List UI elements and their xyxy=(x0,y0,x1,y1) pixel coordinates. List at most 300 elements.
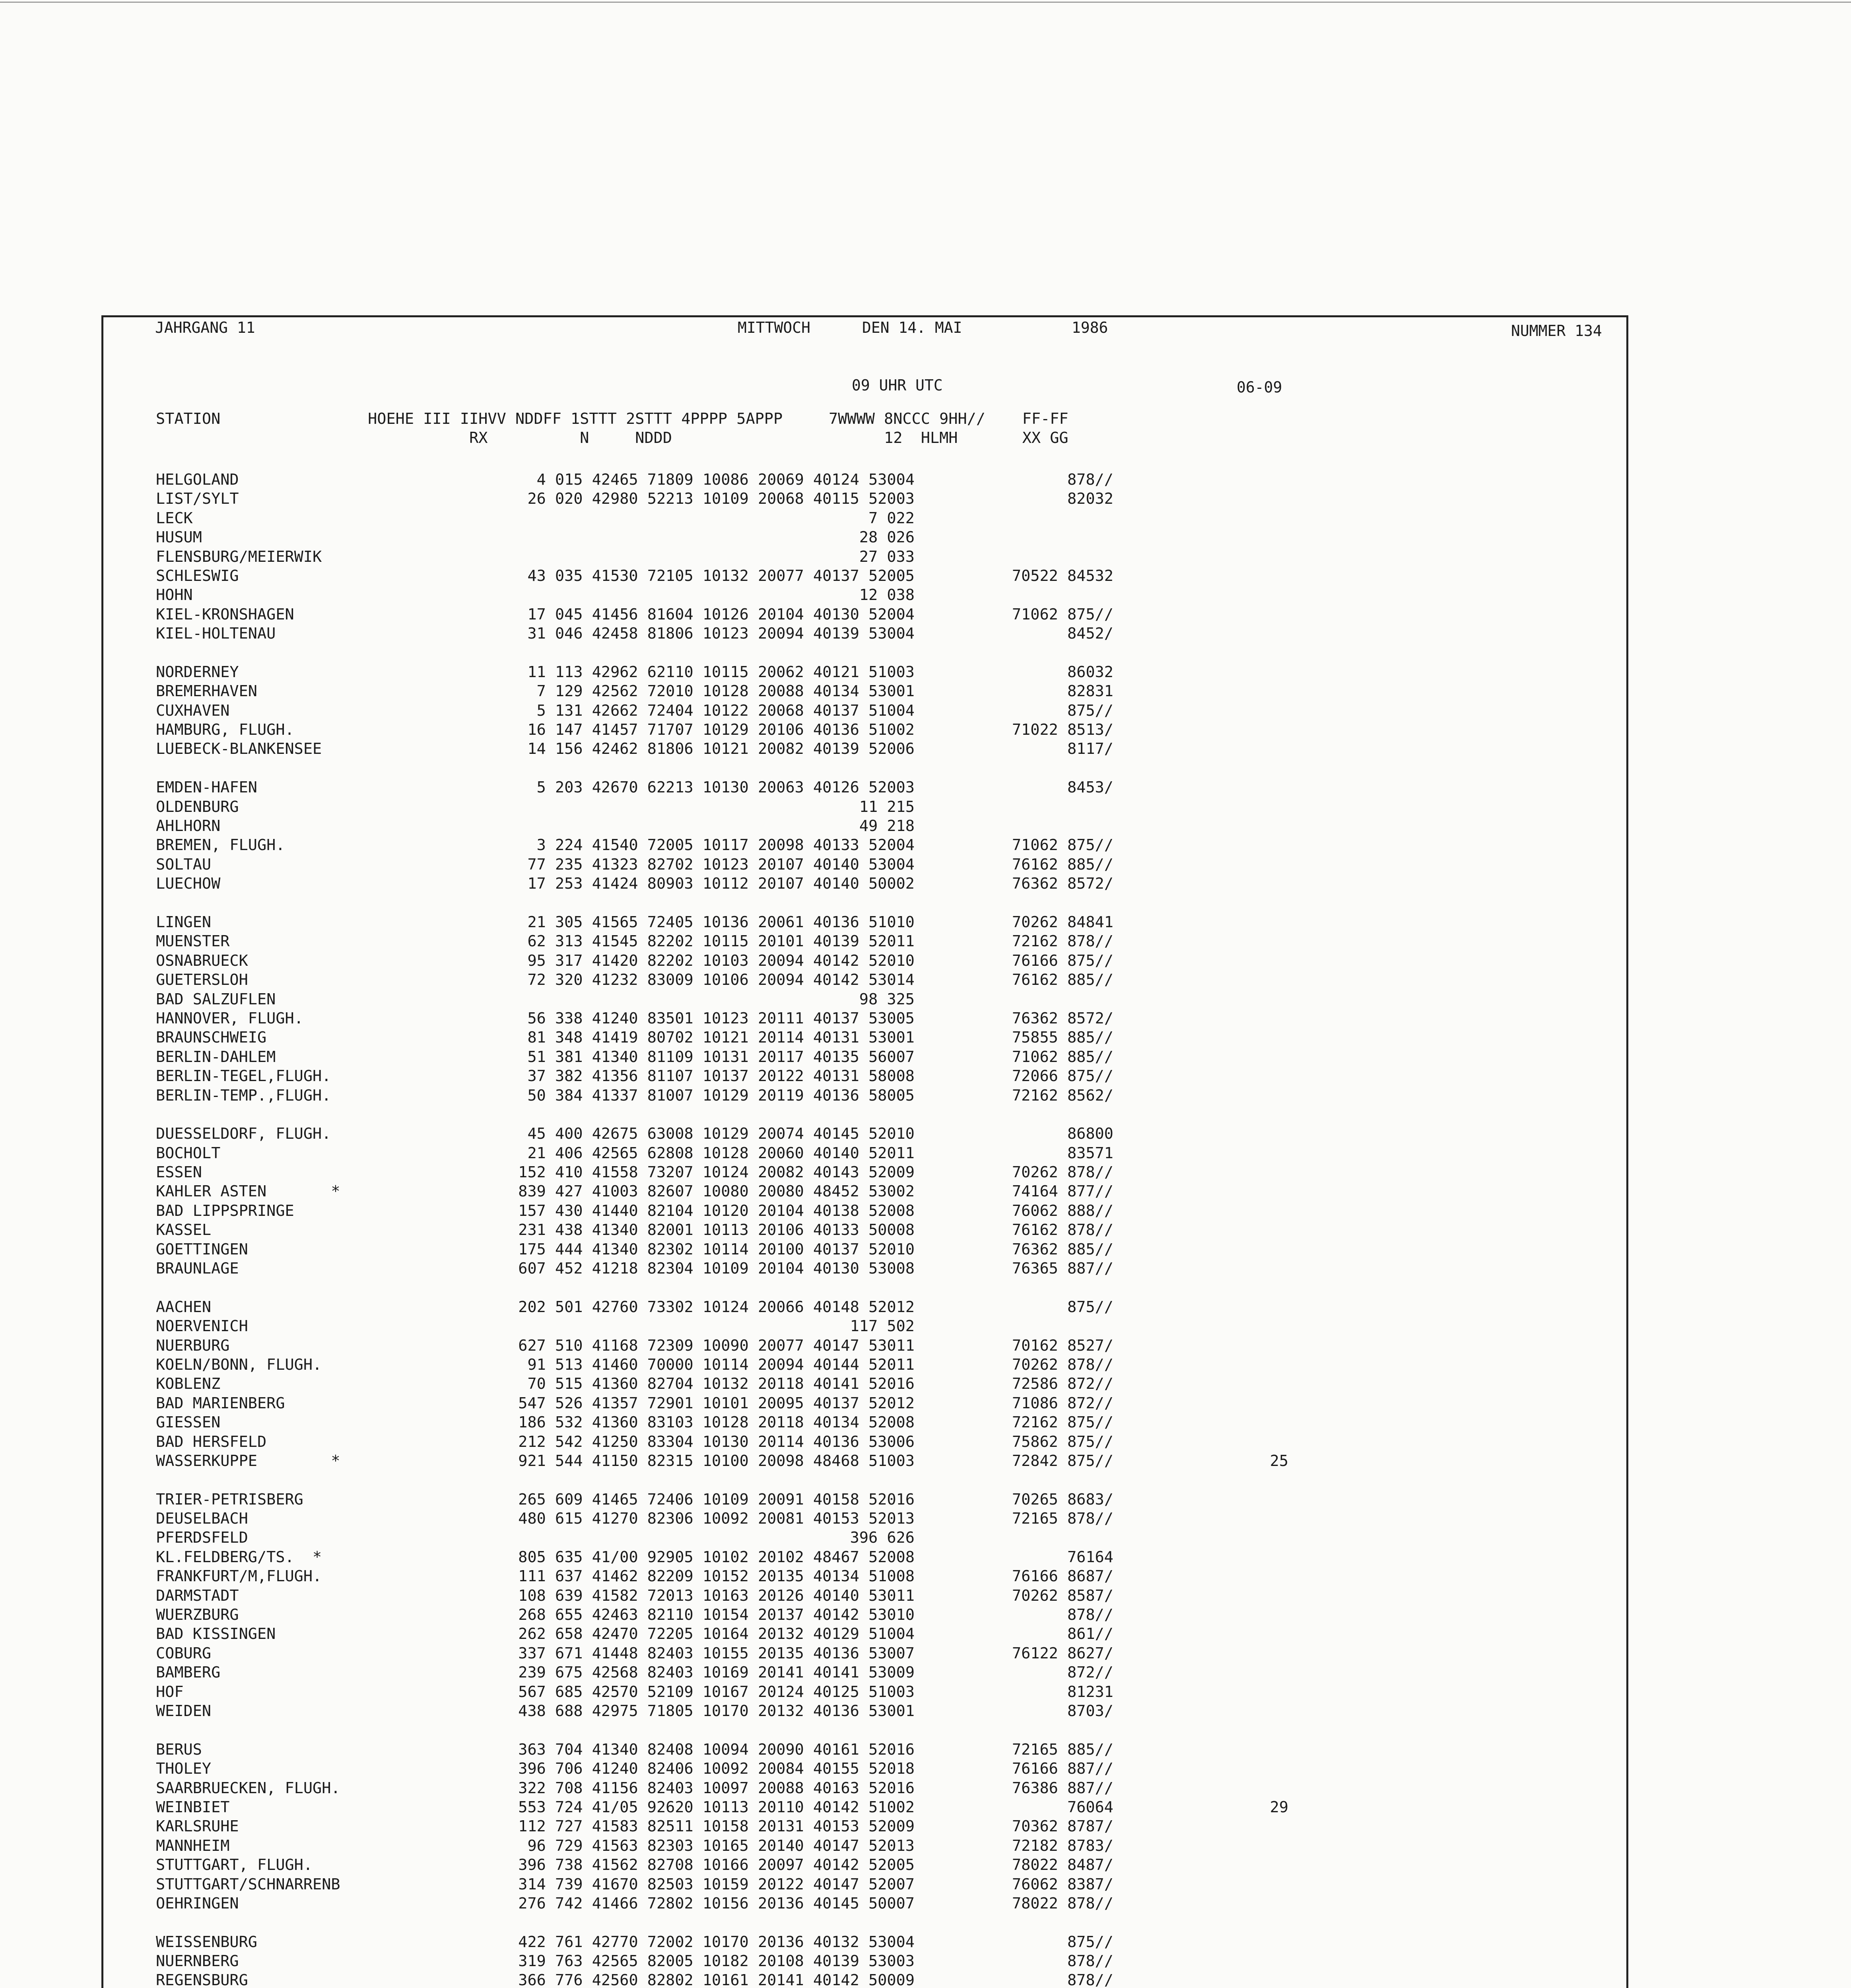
station-extra-value xyxy=(1213,1509,1288,1528)
station-extra-value xyxy=(1213,1933,1288,1952)
station-name: HANNOVER, FLUGH. xyxy=(156,1009,303,1027)
station-extra-value xyxy=(1213,1202,1288,1221)
station-extra-value xyxy=(1213,1779,1288,1798)
station-name: MANNHEIM xyxy=(156,1837,230,1855)
station-values: 21 305 41565 72405 10136 20061 40136 51010 xyxy=(527,913,915,931)
station-extra-value xyxy=(1213,1221,1288,1240)
station-weather-code: 76166 875// xyxy=(1012,951,1113,970)
group-spacer xyxy=(374,1721,915,1740)
station-values: 7 022 xyxy=(868,509,915,527)
station-extra-value xyxy=(1213,1528,1288,1547)
station-values: 265 609 41465 72406 10109 20091 40158 52016 xyxy=(518,1490,915,1508)
station-weather-code: 8453/ xyxy=(1067,779,1113,797)
station-extra-value xyxy=(1213,1567,1288,1586)
station-weather-code: 74164 877// xyxy=(1012,1182,1113,1201)
group-spacer xyxy=(156,1721,340,1740)
station-extra-value xyxy=(1213,1759,1288,1778)
station-values: 202 501 42760 73302 10124 20066 40148 52012 xyxy=(518,1298,915,1316)
station-values: 212 542 41250 83304 10130 20114 40136 53006 xyxy=(518,1433,915,1451)
station-weather-code: 70262 84841 xyxy=(1012,913,1113,931)
station-values: 49 218 xyxy=(859,817,915,835)
station-name: KARLSRUHE xyxy=(156,1817,239,1836)
station-extra-value xyxy=(1213,932,1288,951)
station-name: WEINBIET xyxy=(156,1798,230,1816)
station-name: SOLTAU xyxy=(156,855,212,874)
station-values: 839 427 41003 82607 10080 20080 48452 53002 xyxy=(518,1182,915,1201)
station-weather-code: 76166 8687/ xyxy=(1012,1567,1113,1586)
station-values: 422 761 42770 72002 10170 20136 40132 53004 xyxy=(518,1933,915,1951)
station-values: 43 035 41530 72105 10132 20077 40137 52005 xyxy=(527,567,915,585)
station-name: WASSERKUPPE * xyxy=(156,1452,340,1470)
station-name-column xyxy=(156,470,340,1988)
station-weather-code: 76062 888// xyxy=(1012,1202,1113,1220)
station-extra-value xyxy=(1213,855,1288,874)
station-weather-code: 878// xyxy=(1067,1971,1113,1988)
station-weather-code: 72165 885// xyxy=(1012,1740,1113,1759)
station-name: WEISSENBURG xyxy=(156,1933,257,1951)
station-name: NUERNBERG xyxy=(156,1952,239,1971)
station-extra-value xyxy=(1213,1606,1288,1625)
station-values: 112 727 41583 82511 10158 20131 40153 52009 xyxy=(518,1817,915,1836)
station-name: NOERVENICH xyxy=(156,1317,248,1336)
group-spacer xyxy=(1213,1913,1288,1932)
station-name: BOCHOLT xyxy=(156,1144,221,1162)
station-extra-value xyxy=(1213,990,1288,1009)
station-weather-code: 70262 878// xyxy=(1012,1355,1113,1374)
station-weather-code: 76362 885// xyxy=(1012,1240,1113,1258)
station-extra-value xyxy=(1213,624,1288,643)
group-spacer xyxy=(1213,644,1288,663)
group-spacer xyxy=(835,1721,1113,1740)
station-name: BRAUNSCHWEIG xyxy=(156,1029,267,1047)
station-weather-code: 8452/ xyxy=(1067,625,1113,643)
group-spacer xyxy=(374,1913,915,1932)
station-extra-value xyxy=(1213,1740,1288,1759)
station-extra-value xyxy=(1213,1702,1288,1721)
station-name: BAD HERSFELD xyxy=(156,1433,267,1451)
station-extra-value xyxy=(1213,778,1288,797)
station-weather-code: 71062 885// xyxy=(1012,1048,1113,1066)
observation-time: 09 UHR UTC xyxy=(852,377,943,394)
station-weather-code: 72162 8562/ xyxy=(1012,1086,1113,1105)
station-weather-code: 78022 8487/ xyxy=(1012,1856,1113,1874)
station-values: 45 400 42675 63008 10129 20074 40145 52010 xyxy=(527,1125,915,1143)
station-name: LINGEN xyxy=(156,913,212,931)
group-spacer xyxy=(374,759,915,778)
station-values: 366 776 42560 82802 10161 20141 40142 50009 xyxy=(518,1971,915,1988)
group-spacer xyxy=(374,1105,915,1124)
station-values: 396 706 41240 82406 10092 20084 40155 52018 xyxy=(518,1760,915,1778)
station-name: WEIDEN xyxy=(156,1702,212,1720)
station-name: STUTTGART, FLUGH. xyxy=(156,1856,313,1874)
station-extra-value xyxy=(1213,720,1288,740)
station-values: 17 045 41456 81604 10126 20104 40130 52004 xyxy=(527,605,915,623)
station-weather-code xyxy=(835,798,1113,817)
station-weather-code xyxy=(835,1317,1113,1336)
station-extra-value xyxy=(1213,1952,1288,1971)
station-weather-code: 70522 84532 xyxy=(1012,567,1113,585)
station-values: 31 046 42458 81806 10123 20094 40139 53004 xyxy=(527,625,915,643)
station-extra-value xyxy=(1213,567,1288,586)
station-weather-code: 86800 xyxy=(1067,1125,1113,1143)
station-extra-value xyxy=(1213,605,1288,624)
station-weather-code: 76062 8387/ xyxy=(1012,1875,1113,1893)
station-values: 7 129 42562 72010 10128 20088 40134 53001 xyxy=(536,682,915,701)
station-weather-code: 76122 8627/ xyxy=(1012,1644,1113,1662)
station-values: 239 675 42568 82403 10169 20141 40141 53009 xyxy=(518,1664,915,1682)
station-values: 12 038 xyxy=(859,586,915,604)
group-spacer xyxy=(374,894,915,913)
station-values: 51 381 41340 81109 10131 20117 40135 56007 xyxy=(527,1048,915,1066)
station-extra-value xyxy=(1213,509,1288,528)
station-values: 21 406 42565 62808 10128 20060 40140 52011 xyxy=(527,1144,915,1162)
station-weather-code: 878// xyxy=(1067,1606,1113,1624)
station-weather-code: 72182 8783/ xyxy=(1012,1837,1113,1855)
station-extra-value xyxy=(1213,1837,1288,1856)
station-weather-code: 71086 872// xyxy=(1012,1394,1113,1412)
station-values: 567 685 42570 52109 10167 20124 40125 51003 xyxy=(518,1683,915,1701)
station-name: BREMEN, FLUGH. xyxy=(156,836,285,854)
station-values: 72 320 41232 83009 10106 20094 40142 53014 xyxy=(527,971,915,989)
station-weather-code: 71062 875// xyxy=(1012,605,1113,623)
station-extra-value xyxy=(1213,1586,1288,1606)
station-extra-value xyxy=(1213,1163,1288,1182)
station-weather-code: 861// xyxy=(1067,1625,1113,1643)
station-values: 276 742 41466 72802 10156 20136 40145 50007 xyxy=(518,1894,915,1912)
station-name: BAD LIPPSPRINGE xyxy=(156,1202,294,1220)
station-extra-value xyxy=(1213,913,1288,932)
station-extra-value xyxy=(1213,1413,1288,1432)
group-spacer xyxy=(835,1471,1113,1490)
group-spacer xyxy=(835,1105,1113,1124)
station-name: BREMERHAVEN xyxy=(156,682,257,701)
station-extra-value xyxy=(1213,1259,1288,1278)
station-values: 117 502 xyxy=(850,1317,915,1336)
station-extra-value xyxy=(1213,817,1288,836)
station-extra-value xyxy=(1213,1048,1288,1067)
station-values: 95 317 41420 82202 10103 20094 40142 52010 xyxy=(527,951,915,970)
station-extra-value xyxy=(1213,874,1288,893)
station-name: OEHRINGEN xyxy=(156,1894,239,1912)
station-name: DEUSELBACH xyxy=(156,1510,248,1528)
station-extra-value xyxy=(1213,1009,1288,1028)
jahrgang-label: JAHRGANG 11 xyxy=(155,319,255,336)
station-extra-value xyxy=(1213,836,1288,855)
station-weather-code: 76164 xyxy=(1067,1548,1113,1566)
station-values: 11 215 xyxy=(859,798,915,816)
station-values: 62 313 41545 82202 10115 20101 40139 52011 xyxy=(527,932,915,951)
station-extra-value xyxy=(1213,1028,1288,1047)
station-weather-code: 76162 885// xyxy=(1012,855,1113,874)
station-extra-value xyxy=(1213,951,1288,971)
station-name: FLENSBURG/MEIERWIK xyxy=(156,547,322,566)
station-name: BERUS xyxy=(156,1740,202,1759)
station-values: 98 325 xyxy=(859,990,915,1008)
station-extra-value xyxy=(1213,1375,1288,1394)
station-name: LUEBECK-BLANKENSEE xyxy=(156,740,322,758)
station-name: BAD SALZUFLEN xyxy=(156,990,276,1008)
station-name: NORDERNEY xyxy=(156,663,239,681)
station-name: REGENSBURG xyxy=(156,1971,248,1988)
issue-number: NUMMER 134 xyxy=(1511,322,1602,340)
station-weather-code: 70262 8587/ xyxy=(1012,1586,1113,1605)
station-weather-column xyxy=(835,470,1113,1988)
station-extra-value xyxy=(1213,1067,1288,1086)
station-name: COBURG xyxy=(156,1644,212,1662)
station-extra-value xyxy=(1213,971,1288,990)
station-weather-code: 76162 885// xyxy=(1012,971,1113,989)
station-extra-value xyxy=(1213,1894,1288,1913)
station-weather-code: 872// xyxy=(1067,1664,1113,1682)
station-extra-value xyxy=(1213,547,1288,567)
group-spacer xyxy=(835,759,1113,778)
station-values: 396 626 xyxy=(850,1529,915,1547)
group-spacer xyxy=(835,894,1113,913)
station-extra-value xyxy=(1213,1433,1288,1452)
station-weather-code: 70362 8787/ xyxy=(1012,1817,1113,1836)
station-name: GUETERSLOH xyxy=(156,971,248,989)
station-name: DUESSELDORF, FLUGH. xyxy=(156,1125,331,1143)
station-values: 337 671 41448 82403 10155 20135 40136 53007 xyxy=(518,1644,915,1662)
station-weather-code: 76162 878// xyxy=(1012,1221,1113,1239)
station-values: 547 526 41357 72901 10101 20095 40137 52012 xyxy=(518,1394,915,1412)
station-values: 91 513 41460 70000 10114 20094 40144 52011 xyxy=(527,1355,915,1374)
station-weather-code: 71062 875// xyxy=(1012,836,1113,854)
station-values: 77 235 41323 82702 10123 20107 40140 53004 xyxy=(527,855,915,874)
station-name: LECK xyxy=(156,509,193,527)
station-weather-code: 72162 878// xyxy=(1012,932,1113,951)
station-name: BERLIN-TEMP.,FLUGH. xyxy=(156,1086,331,1105)
station-extra-value: 25 xyxy=(1270,1452,1288,1470)
station-values: 268 655 42463 82110 10154 20137 40142 53010 xyxy=(518,1606,915,1624)
station-weather-code xyxy=(835,547,1113,567)
station-name: BERLIN-TEGEL,FLUGH. xyxy=(156,1067,331,1085)
station-name: SCHLESWIG xyxy=(156,567,239,585)
weekday-label: MITTWOCH xyxy=(738,319,811,336)
station-weather-code: 76166 887// xyxy=(1012,1760,1113,1778)
station-name: HOHN xyxy=(156,586,193,604)
station-values: 175 444 41340 82302 10114 20100 40137 52010 xyxy=(518,1240,915,1258)
station-weather-code: 82831 xyxy=(1067,682,1113,701)
station-values: 14 156 42462 81806 10121 20082 40139 52006 xyxy=(527,740,915,758)
group-spacer xyxy=(374,644,915,663)
station-extra-value xyxy=(1213,1548,1288,1567)
station-values: 322 708 41156 82403 10097 20088 40163 52016 xyxy=(518,1779,915,1797)
station-weather-code: 75862 875// xyxy=(1012,1433,1113,1451)
station-name: WUERZBURG xyxy=(156,1606,239,1624)
station-extra-value xyxy=(1213,740,1288,759)
station-extra-value xyxy=(1213,1355,1288,1375)
group-spacer xyxy=(1213,894,1288,913)
station-name: CUXHAVEN xyxy=(156,701,230,720)
column-header-line-2: RX N NDDD 12 HLMH XX GG xyxy=(156,429,1068,447)
group-spacer xyxy=(1213,1278,1288,1297)
station-values: 627 510 41168 72309 10090 20077 40147 53011 xyxy=(518,1336,915,1355)
station-name: KL.FELDBERG/TS. * xyxy=(156,1548,322,1566)
station-name: TRIER-PETRISBERG xyxy=(156,1490,303,1508)
station-extra-value xyxy=(1213,1086,1288,1105)
station-weather-code: 72165 878// xyxy=(1012,1510,1113,1528)
station-weather-code: 72066 875// xyxy=(1012,1067,1113,1085)
station-weather-code: 75855 885// xyxy=(1012,1029,1113,1047)
station-values: 37 382 41356 81107 10137 20122 40131 58008 xyxy=(527,1067,915,1085)
group-spacer xyxy=(835,1913,1113,1932)
station-weather-code: 76386 887// xyxy=(1012,1779,1113,1797)
group-spacer xyxy=(156,759,340,778)
station-extra-value xyxy=(1213,682,1288,701)
station-weather-code xyxy=(835,528,1113,547)
station-weather-code xyxy=(835,990,1113,1009)
station-name: BAD KISSINGEN xyxy=(156,1625,276,1643)
station-values: 5 203 42670 62213 10130 20063 40126 52003 xyxy=(536,779,915,797)
station-name: LIST/SYLT xyxy=(156,490,239,508)
group-spacer xyxy=(156,644,340,663)
station-name: ESSEN xyxy=(156,1163,202,1182)
station-weather-code xyxy=(835,586,1113,605)
station-values: 805 635 41/00 92905 10102 20102 48467 52008 xyxy=(518,1548,915,1566)
station-name: HOF xyxy=(156,1683,184,1701)
station-name: GIESSEN xyxy=(156,1413,221,1432)
station-weather-code: 81231 xyxy=(1067,1683,1113,1701)
station-values: 5 131 42662 72404 10122 20068 40137 51004 xyxy=(536,701,915,720)
station-name: SAARBRUECKEN, FLUGH. xyxy=(156,1779,340,1797)
station-name: OLDENBURG xyxy=(156,798,239,816)
station-weather-code: 76362 8572/ xyxy=(1012,875,1113,893)
column-header-line-1: STATION HOEHE III IIHVV NDDFF 1STTT 2STTT 4PPPP 5APPP 7WWWW 8NCCC 9HH// FF-FF xyxy=(156,410,1068,428)
station-weather-code: 878// xyxy=(1067,1952,1113,1971)
station-weather-code xyxy=(835,1528,1113,1547)
station-name: DARMSTADT xyxy=(156,1586,239,1605)
station-extra-value xyxy=(1213,1644,1288,1663)
station-values: 81 348 41419 80702 10121 20114 40131 53001 xyxy=(527,1029,915,1047)
station-values: 4 015 42465 71809 10086 20069 40124 53004 xyxy=(536,471,915,489)
station-weather-code: 70262 878// xyxy=(1012,1163,1113,1182)
station-values: 921 544 41150 82315 10100 20098 48468 51003 xyxy=(518,1452,915,1470)
station-name: HELGOLAND xyxy=(156,471,239,489)
station-name: BAMBERG xyxy=(156,1664,221,1682)
station-extra-value xyxy=(1213,1394,1288,1413)
station-name: KOBLENZ xyxy=(156,1375,221,1393)
station-values: 396 738 41562 82708 10166 20097 40142 52005 xyxy=(518,1856,915,1874)
station-extra-value xyxy=(1213,586,1288,605)
station-extra-value xyxy=(1213,1971,1288,1988)
group-spacer xyxy=(374,1471,915,1490)
year-label: 1986 xyxy=(1072,319,1108,336)
station-extra-value xyxy=(1213,1817,1288,1836)
group-spacer xyxy=(1213,1105,1288,1124)
station-extra-value xyxy=(1213,1182,1288,1201)
station-values: 96 729 41563 82303 10165 20140 40147 52013 xyxy=(527,1837,915,1855)
station-values: 480 615 41270 82306 10092 20081 40153 52013 xyxy=(518,1510,915,1528)
station-extra-value xyxy=(1213,1336,1288,1355)
station-name: AHLHORN xyxy=(156,817,221,835)
station-values: 26 020 42980 52213 10109 20068 40115 52003 xyxy=(527,490,915,508)
station-name: EMDEN-HAFEN xyxy=(156,779,257,797)
group-spacer xyxy=(156,1471,340,1490)
station-name: KOELN/BONN, FLUGH. xyxy=(156,1355,322,1374)
station-values: 231 438 41340 82001 10113 20106 40133 50008 xyxy=(518,1221,915,1239)
station-weather-code xyxy=(835,817,1113,836)
station-weather-code: 72586 872// xyxy=(1012,1375,1113,1393)
group-spacer xyxy=(156,1913,340,1932)
station-values: 3 224 41540 72005 10117 20098 40133 52004 xyxy=(536,836,915,854)
station-values: 152 410 41558 73207 10124 20082 40143 52009 xyxy=(518,1163,915,1182)
station-values: 108 639 41582 72013 10163 20126 40140 53011 xyxy=(518,1586,915,1605)
station-weather-code: 8703/ xyxy=(1067,1702,1113,1720)
station-name: LUECHOW xyxy=(156,875,221,893)
station-weather-code: 71022 8513/ xyxy=(1012,721,1113,739)
station-name: FRANKFURT/M,FLUGH. xyxy=(156,1567,322,1586)
station-extra-value: 29 xyxy=(1270,1798,1288,1816)
station-name: STUTTGART/SCHNARRENB xyxy=(156,1875,340,1893)
station-name: NUERBURG xyxy=(156,1336,230,1355)
station-name: KAHLER ASTEN * xyxy=(156,1182,340,1201)
station-extra-value xyxy=(1213,1298,1288,1317)
group-spacer xyxy=(1213,759,1288,778)
station-extra-value xyxy=(1213,1663,1288,1682)
group-spacer xyxy=(374,1278,915,1297)
station-extra-value xyxy=(1213,701,1288,720)
station-values: 319 763 42565 82005 10182 20108 40139 53003 xyxy=(518,1952,915,1971)
station-values: 56 338 41240 83501 10123 20111 40137 53005 xyxy=(527,1009,915,1027)
station-weather-code: 78022 878// xyxy=(1012,1894,1113,1912)
station-values: 262 658 42470 72205 10164 20132 40129 51004 xyxy=(518,1625,915,1643)
station-extra-value xyxy=(1213,798,1288,817)
station-extra-value xyxy=(1213,1490,1288,1509)
group-spacer xyxy=(156,1278,340,1297)
station-extra-value xyxy=(1213,470,1288,489)
period-label: 06-09 xyxy=(1237,379,1282,396)
station-values: 607 452 41218 82304 10109 20104 40130 53008 xyxy=(518,1260,915,1278)
station-values: 70 515 41360 82704 10132 20118 40141 52016 xyxy=(527,1375,915,1393)
station-extra-value xyxy=(1213,1625,1288,1644)
station-name: THOLEY xyxy=(156,1760,212,1778)
station-values: 27 033 xyxy=(859,547,915,566)
station-extra-column xyxy=(1213,470,1288,1988)
station-extra-value xyxy=(1213,1683,1288,1702)
group-spacer xyxy=(1213,1721,1288,1740)
station-name: KASSEL xyxy=(156,1221,212,1239)
station-extra-value xyxy=(1213,1124,1288,1143)
top-scan-edge xyxy=(0,2,1851,3)
station-name: KIEL-KRONSHAGEN xyxy=(156,605,294,623)
station-name: HAMBURG, FLUGH. xyxy=(156,721,294,739)
station-values: 50 384 41337 81007 10129 20119 40136 58005 xyxy=(527,1086,915,1105)
station-name: HUSUM xyxy=(156,528,202,547)
date-label: DEN 14. MAI xyxy=(862,319,962,336)
station-values: 111 637 41462 82209 10152 20135 40134 51008 xyxy=(518,1567,915,1586)
station-weather-code: 82032 xyxy=(1067,490,1113,508)
station-values: 157 430 41440 82104 10120 20104 40138 52008 xyxy=(518,1202,915,1220)
station-weather-code: 72842 875// xyxy=(1012,1452,1113,1470)
station-weather-code: 76365 887// xyxy=(1012,1260,1113,1278)
station-name: BERLIN-DAHLEM xyxy=(156,1048,276,1066)
station-extra-value xyxy=(1213,663,1288,682)
station-extra-value xyxy=(1213,489,1288,509)
station-values: 363 704 41340 82408 10094 20090 40161 52016 xyxy=(518,1740,915,1759)
station-values: 314 739 41670 82503 10159 20122 40147 52007 xyxy=(518,1875,915,1893)
station-weather-code: 86032 xyxy=(1067,663,1113,681)
station-weather-code: 76362 8572/ xyxy=(1012,1009,1113,1027)
station-extra-value xyxy=(1213,1875,1288,1894)
station-weather-code: 8117/ xyxy=(1067,740,1113,758)
station-weather-code: 875// xyxy=(1067,1933,1113,1951)
station-name: AACHEN xyxy=(156,1298,212,1316)
station-weather-code: 70162 8527/ xyxy=(1012,1336,1113,1355)
station-weather-code: 72162 875// xyxy=(1012,1413,1113,1432)
station-extra-value xyxy=(1213,1856,1288,1875)
station-name: OSNABRUECK xyxy=(156,951,248,970)
